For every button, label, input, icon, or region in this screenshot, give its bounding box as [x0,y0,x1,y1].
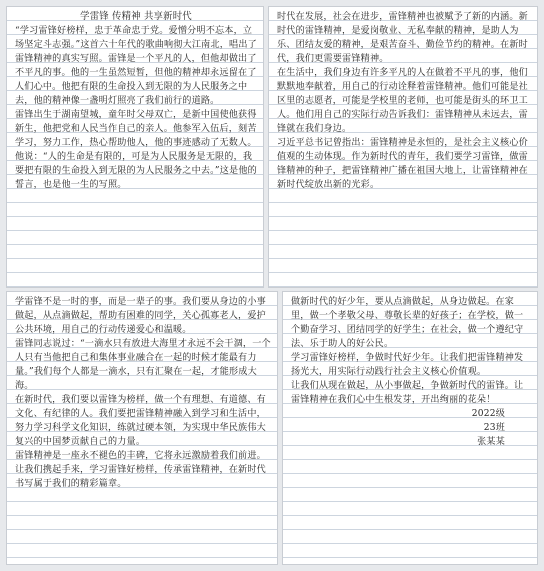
paragraph: 在新时代，我们要以雷锋为榜样，做一个有理想、有道德、有文化、有纪律的人。我们要把雷锋精神融入到学习和生活中，努力学习科学文化知识，练就过硬本领，为实现中华民族伟大复兴的中国梦贡献自己的力量。 [15,395,266,447]
signature-year: 2022级 [471,409,505,419]
paragraph: 学习雷锋好榜样，争做时代好少年。让我们把雷锋精神发扬光大，用实际行动践行社会主义核心价值观。 [291,353,524,377]
paragraph: 雷锋同志说过：“一滴水只有放进大海里才永远不会干涸，一个人只有当他把自己和集体事业融合在一起的时候才能最有力量。”我们每个人都是一滴水，只有汇聚在一起，才能形成大海。 [15,339,271,391]
paragraph: 时代在发展，社会在进步，雷锋精神也被赋予了新的内涵。新时代的雷锋精神，是爱岗敬业、无私奉献的精神，是助人为乐、团结友爱的精神，是艰苦奋斗、勤俭节约的精神。在新时代，我们更需要雷锋精神。 [277,12,528,64]
signature-class: 23班 [483,423,505,433]
essay-page-4 [282,291,538,565]
paragraph: 学雷锋不是一时的事，而是一辈子的事。我们要从身边的小事做起，从点滴做起，帮助有困难的同学，关心孤寡老人，爱护公共环境，用自己的行动传递爱心和温暖。 [15,297,266,335]
essay-page-1 [6,6,264,288]
paragraph: 做新时代的好少年，要从点滴做起，从身边做起。在家里，做一个孝敬父母、尊敬长辈的好孩子；在学校，做一个勤奋学习、团结同学的好学生；在社会，做一个遵纪守法、乐于助人的好公民。 [291,297,524,349]
essay-page-2 [268,6,538,288]
paragraph: “学习雷锋好榜样，忠于革命忠于党。爱憎分明不忘本，立场坚定斗志强。”这首六十年代的歌曲响彻大江南北，唱出了雷锋精神的真实写照。雷锋是一个平凡的人，但他却做出了不平凡的事。他的一生虽然短暂，但他的精神却永远留在了人们心中。他把有限的生命投入到无限的为人民服务之中去，他的精神像一盏明灯照亮了我们前行的道路。 [15,26,257,106]
essay-page-3 [6,291,278,565]
essay-title: 学雷锋 传精神 共享新时代 [80,11,192,22]
paragraph: 雷锋精神是一座永不褪色的丰碑，它将永远激励着我们前进。让我们携起手来，学习雷锋好榜样，传承雷锋精神，在新时代书写属于我们的精彩篇章。 [15,451,266,489]
paragraph: 让我们从现在做起，从小事做起，争做新时代的雷锋。让雷锋精神在我们心中生根发芽，开出绚丽的花朵！ [291,381,524,405]
signature-name: 张某某 [477,437,505,447]
paragraph: 习近平总书记曾指出：雷锋精神是永恒的，是社会主义核心价值观的生动体现。作为新时代的青年，我们要学习雷锋，做雷锋精神的种子，把雷锋精神广播在祖国大地上，让雷锋精神在新时代绽放出新的光彩。 [277,138,528,190]
paragraph: 雷锋出生于湖南望城，童年时父母双亡，是新中国使他获得新生，他把党和人民当作自己的亲人。他参军入伍后，刻苦学习，努力工作，热心帮助他人，他的事迹感动了无数人。他说：“人的生命是有限的，可是为人民服务是无限的，我要把有限的生命投入到无限的为人民服务之中去。”这是他的誓言，也是他一生的写照。 [15,110,257,190]
paragraph: 在生活中，我们身边有许多平凡的人在做着不平凡的事，他们默默地奉献着，用自己的行动诠释着雷锋精神。他们可能是社区里的志愿者，可能是学校里的老师，也可能是街头的环卫工人。他们用自己的实际行动告诉我们：雷锋精神从未远去，雷锋就在我们身边。 [277,68,528,134]
